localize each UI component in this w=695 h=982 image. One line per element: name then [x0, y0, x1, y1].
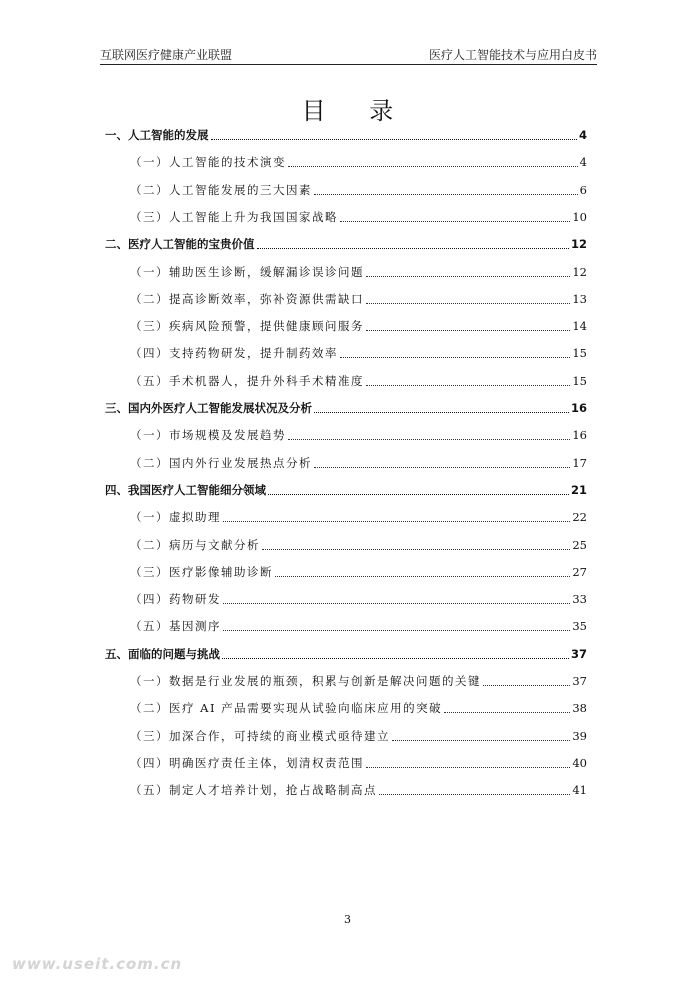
toc-section-entry[interactable] [105, 124, 587, 142]
toc-leader-dots [314, 467, 570, 468]
toc-entry-page: 4 [579, 155, 587, 170]
toc-subsection-entry[interactable] [105, 206, 587, 224]
toc-leader-dots [223, 603, 570, 604]
toc-leader-dots [275, 576, 570, 577]
toc-leader-dots [222, 658, 569, 659]
toc-entry-label: 一、人工智能的发展 [105, 128, 209, 142]
toc-entry-label: （四）明确医疗责任主体，划清权责范围 [130, 755, 364, 770]
toc-leader-dots [262, 549, 570, 550]
toc-subsection-entry[interactable] [105, 315, 587, 333]
toc-entry-page: 17 [572, 455, 587, 470]
toc-leader-dots [288, 166, 578, 167]
toc-subsection-entry[interactable] [105, 561, 587, 579]
toc-entry-page: 16 [572, 428, 587, 443]
toc-entry-page: 16 [570, 401, 587, 415]
toc-subsection-entry[interactable] [105, 725, 587, 743]
toc-section-entry[interactable] [105, 643, 587, 661]
toc-entry-page: 4 [578, 128, 587, 142]
toc-entry-page: 35 [572, 619, 587, 634]
toc-entry-page: 41 [572, 783, 587, 798]
toc-entry-label: （四）支持药物研发，提升制药效率 [130, 346, 338, 361]
toc-entry-page: 15 [572, 346, 587, 361]
toc-entry-label: （三）人工智能上升为我国国家战略 [130, 209, 338, 224]
toc-entry-label: （五）制定人才培养计划，抢占战略制高点 [130, 783, 377, 798]
toc-entry-label: （一）虚拟助理 [130, 510, 221, 525]
toc-entry-label: 三、国内外医疗人工智能发展状况及分析 [105, 401, 312, 415]
toc-subsection-entry[interactable] [105, 670, 587, 688]
toc-leader-dots [314, 194, 578, 195]
toc-subsection-entry[interactable] [105, 588, 587, 606]
toc-leader-dots [366, 276, 570, 277]
toc-subsection-entry[interactable] [105, 288, 587, 306]
toc-subsection-entry[interactable] [105, 261, 587, 279]
toc-leader-dots [483, 685, 570, 686]
toc-leader-dots [366, 767, 570, 768]
toc-entry-label: （二）医疗 AI 产品需要实现从试验向临床应用的突破 [130, 701, 443, 716]
toc-entry-page: 40 [572, 755, 587, 770]
toc-entry-label: 五、面临的问题与挑战 [105, 646, 220, 661]
toc-entry-page: 14 [572, 319, 587, 334]
toc-entry-page: 33 [572, 592, 587, 607]
toc-entry-label: （三）疾病风险预警，提供健康顾问服务 [130, 319, 364, 334]
toc-subsection-entry[interactable] [105, 697, 587, 715]
toc-entry-label: 二、医疗人工智能的宝贵价值 [105, 237, 255, 252]
toc-leader-dots [340, 357, 570, 358]
toc-entry-page: 21 [570, 482, 587, 497]
toc-entry-label: （一）市场规模及发展趋势 [130, 428, 286, 443]
header-org: 互联网医疗健康产业联盟 [100, 48, 233, 62]
toc-entry-page: 37 [572, 674, 587, 688]
toc-subsection-entry[interactable] [105, 534, 587, 552]
toc-leader-dots [314, 412, 569, 413]
toc-entry-page: 13 [572, 291, 587, 306]
toc-leader-dots [379, 794, 570, 795]
toc-leader-dots [211, 139, 577, 140]
toc-entry-label: （一）人工智能的技术演变 [130, 155, 286, 170]
watermark: www.useit.com.cn [12, 955, 183, 973]
toc-entry-page: 6 [579, 182, 587, 197]
toc-entry-label: 四、我国医疗人工智能细分领域 [105, 482, 266, 497]
toc-subsection-entry[interactable] [105, 452, 587, 470]
toc-subsection-entry[interactable] [105, 506, 587, 524]
toc-entry-page: 15 [572, 373, 587, 388]
toc-entry-page: 12 [572, 264, 587, 279]
header-doc-title: 医疗人工智能技术与应用白皮书 [428, 48, 597, 62]
toc-title: 目 录 [301, 97, 412, 125]
toc-subsection-entry[interactable] [105, 370, 587, 388]
toc-entry-page: 22 [572, 510, 587, 525]
toc-leader-dots [223, 630, 570, 631]
toc-entry-label: （五）基因测序 [130, 619, 221, 634]
toc-entry-page: 25 [572, 537, 587, 552]
toc-section-entry[interactable] [105, 233, 587, 251]
toc-entry-label: （三）医疗影像辅助诊断 [130, 564, 273, 579]
toc-section-entry[interactable] [105, 397, 587, 415]
toc-leader-dots [288, 439, 570, 440]
toc-leader-dots [268, 494, 569, 495]
toc-entry-label: （一）数据是行业发展的瓶颈，积累与创新是解决问题的关键 [130, 674, 481, 688]
toc-entry-label: （三）加深合作，可持续的商业模式亟待建立 [130, 728, 390, 743]
toc-leader-dots [366, 303, 570, 304]
toc-entry-label: （二）人工智能发展的三大因素 [130, 182, 312, 197]
toc-entry-label: （一）辅助医生诊断，缓解漏诊误诊问题 [130, 264, 364, 279]
toc-subsection-entry[interactable] [105, 151, 587, 169]
toc-leader-dots [223, 521, 570, 522]
toc-subsection-entry[interactable] [105, 424, 587, 442]
toc-leader-dots [257, 248, 569, 249]
toc-subsection-entry[interactable] [105, 615, 587, 633]
toc-entry-page: 10 [572, 209, 587, 224]
toc-entry-label: （二）提高诊断效率，弥补资源供需缺口 [130, 291, 364, 306]
toc-entry-label: （四）药物研发 [130, 592, 221, 607]
toc-subsection-entry[interactable] [105, 779, 587, 797]
toc-entry-page: 38 [572, 701, 587, 716]
toc-entry-label: （二）国内外行业发展热点分析 [130, 455, 312, 470]
toc-subsection-entry[interactable] [105, 342, 587, 360]
toc-entry-label: （五）手术机器人，提升外科手术精准度 [130, 373, 364, 388]
toc-subsection-entry[interactable] [105, 179, 587, 197]
toc-entry-label: （二）病历与文献分析 [130, 537, 260, 552]
toc-leader-dots [366, 385, 570, 386]
page-header [100, 46, 597, 65]
toc-section-entry[interactable] [105, 479, 587, 497]
toc-entry-page: 27 [572, 564, 587, 579]
toc-entry-page: 37 [570, 646, 587, 661]
toc-leader-dots [444, 712, 570, 713]
page-number: 3 [344, 913, 351, 926]
toc-leader-dots [340, 221, 570, 222]
toc-leader-dots [392, 740, 570, 741]
toc-leader-dots [366, 330, 570, 331]
toc-entry-page: 12 [570, 237, 587, 252]
toc-entry-page: 39 [572, 728, 587, 743]
toc-subsection-entry[interactable] [105, 752, 587, 770]
